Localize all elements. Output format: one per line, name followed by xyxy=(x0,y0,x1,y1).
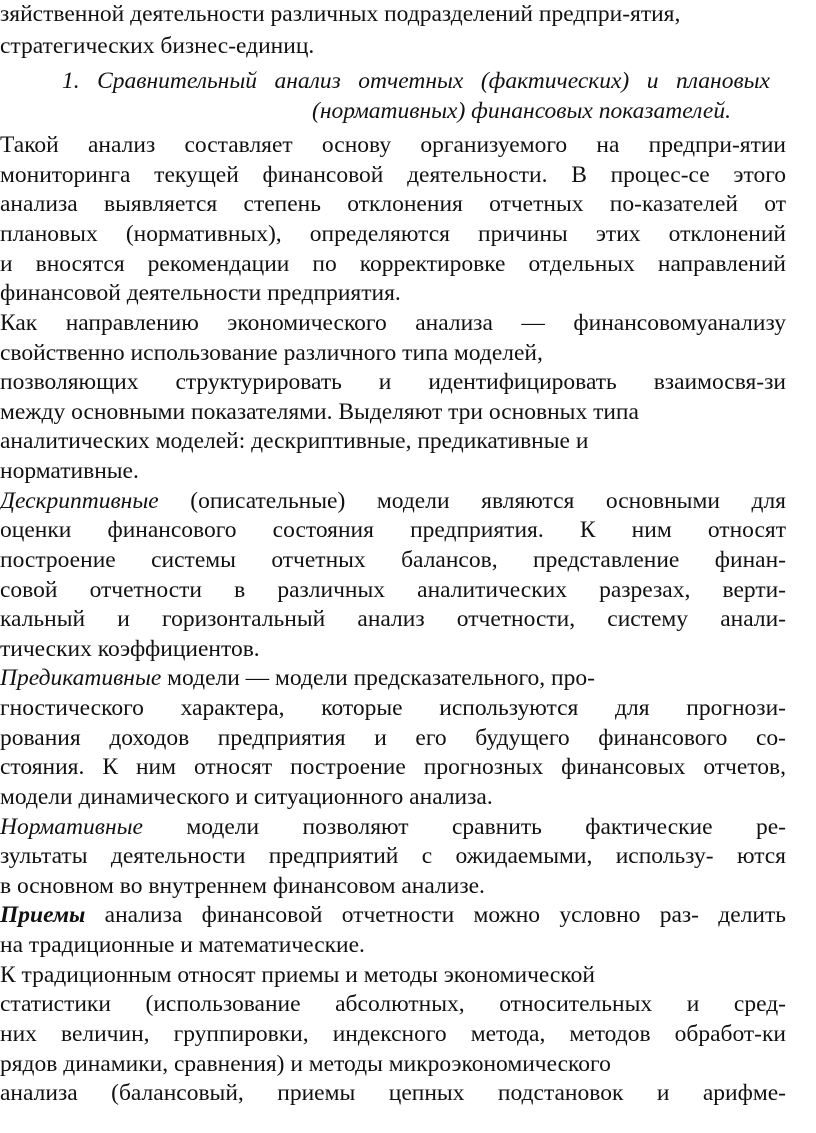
text-line: аналитических моделей: дескриптивные, предикативные и xyxy=(0,428,589,454)
term-descriptive: Дескриптивные xyxy=(0,488,159,514)
text-line: мониторинга текущей финансовой деятельности. В процес-се этого xyxy=(0,162,786,188)
text-line: между основными показателями. Выделяют три основных типа xyxy=(0,399,639,425)
text-line: К традиционным относят приемы и методы экономической xyxy=(0,962,595,988)
text-line: модели динамического и ситуационного анализа. xyxy=(0,784,493,810)
text-line-rest: модели позволяют сравнить фактические ре- xyxy=(142,814,786,840)
text-line: свойственно использование различного типа моделей, xyxy=(0,340,543,366)
text-line: рования доходов предприятия и его будущего финансового со- xyxy=(0,725,786,751)
text-line: совой отчетности в различных аналитических разрезах, верти- xyxy=(0,577,786,603)
text-line: анализа выявляется степень отклонения отчетных по-казателей от xyxy=(0,191,786,217)
text-line: и вносятся рекомендации по корректировке отдельных направлений xyxy=(0,251,786,277)
section-heading: 1. Сравнительный анализ отчетных (фактических) и плановых xyxy=(62,68,770,94)
term-methods: Приемы xyxy=(0,902,86,928)
text-line: оценки финансового состояния предприятия. К ним относят xyxy=(0,517,786,543)
text-line: гностического характера, которые используются для прогнози- xyxy=(0,695,786,721)
text-line-rest: модели — модели предсказательного, про- xyxy=(161,665,595,691)
text-line: них величин, группировки, индексного метода, методов обработ-ки xyxy=(0,1021,786,1047)
text-line: стояния. К ним относят построение прогнозных финансовых отчетов, xyxy=(0,754,786,780)
text-line xyxy=(0,813,786,843)
text-line: позволяющих структурировать и идентифицировать взаимосвя-зи xyxy=(0,369,786,395)
text-line: зяйственной деятельности различных подразделений предпри-ятия, xyxy=(0,1,681,27)
text-line: Как направлению экономического анализа — финансовомуанализу xyxy=(0,310,786,336)
text-line xyxy=(0,487,786,517)
text-line: тических коэффициентов. xyxy=(0,636,260,662)
text-line-rest: (описательные) модели являются основными для xyxy=(158,488,786,514)
text-line: построение системы отчетных балансов, представление финан- xyxy=(0,547,786,573)
text-line: финансовой деятельности предприятия. xyxy=(0,280,401,306)
text-line xyxy=(0,901,786,931)
term-predicative: Предикативные xyxy=(0,665,162,691)
text-line: Такой анализ составляет основу организуемого на предпри-ятии xyxy=(0,132,786,158)
text-line: анализа (балансовый, приемы цепных подстановок и арифме- xyxy=(0,1080,786,1106)
section-heading-continuation: (нормативных) финансовых показателей. xyxy=(312,98,731,124)
text-line: кальный и горизонтальный анализ отчетности, систему анали- xyxy=(0,606,786,632)
term-normative: Нормативные xyxy=(0,814,143,840)
text-line-rest: анализа финансовой отчетности можно условно раз- делить xyxy=(85,902,786,928)
text-line: стратегических бизнес-единиц. xyxy=(0,33,315,59)
text-line: статистики (использование абсолютных, относительных и сред- xyxy=(0,991,786,1017)
text-line: на традиционные и математические. xyxy=(0,932,365,958)
text-line: нормативные. xyxy=(0,458,139,484)
text-line: плановых (нормативных), определяются причины этих отклонений xyxy=(0,221,786,247)
text-line xyxy=(0,664,786,694)
text-line: зультаты деятельности предприятий с ожидаемыми, использу- ются xyxy=(0,843,786,869)
text-line: в основном во внутреннем финансовом анализе. xyxy=(0,873,485,899)
text-line: рядов динамики, сравнения) и методы микроэкономического xyxy=(0,1051,611,1077)
